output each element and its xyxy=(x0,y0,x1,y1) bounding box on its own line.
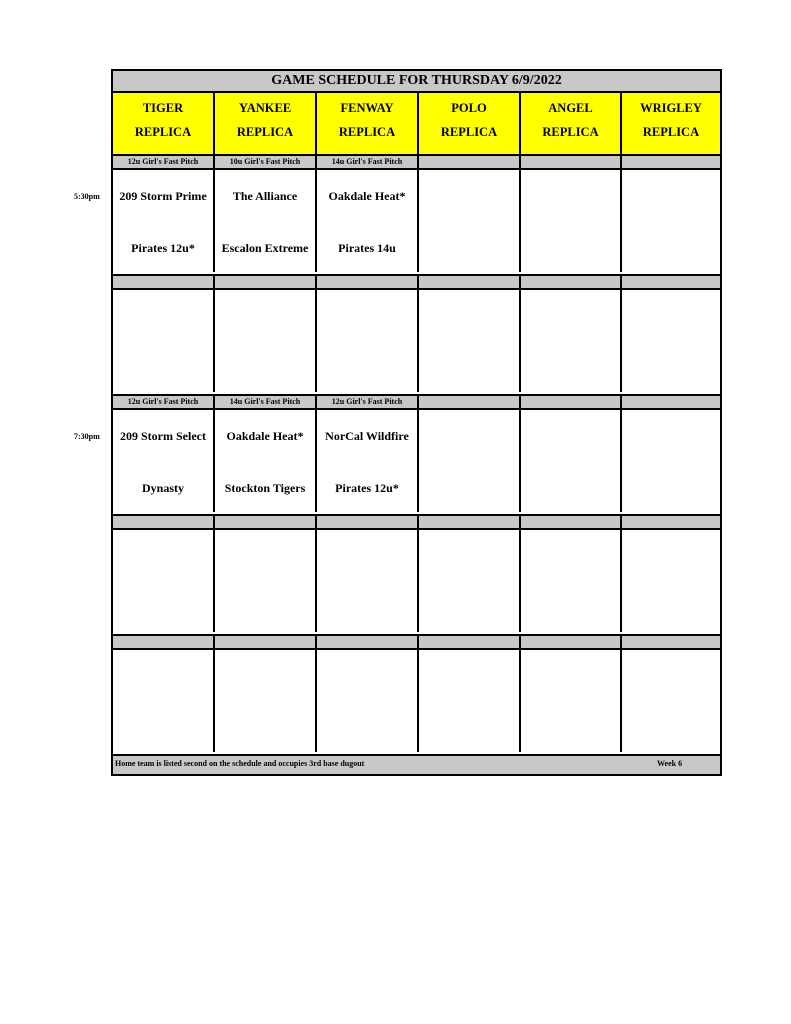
away-team: NorCal Wildfire xyxy=(325,429,409,443)
field-type: REPLICA xyxy=(440,125,498,139)
field-type: REPLICA xyxy=(134,125,192,139)
division-label xyxy=(622,156,720,168)
division-label: 14u Girl's Fast Pitch xyxy=(215,396,317,408)
division-label xyxy=(622,636,720,648)
division-label xyxy=(521,396,622,408)
division-label xyxy=(419,156,521,168)
field-type: REPLICA xyxy=(642,125,700,139)
schedule-table xyxy=(111,69,722,776)
game-cell xyxy=(622,530,720,632)
game-cell xyxy=(113,290,215,392)
week-label: Week 6 xyxy=(657,759,683,768)
field-header-yankee xyxy=(215,93,317,154)
home-team: Stockton Tigers xyxy=(224,481,306,495)
division-label xyxy=(419,516,521,528)
game-cell xyxy=(317,530,419,632)
time-slot-label: 5:30pm xyxy=(74,192,100,201)
away-team: 209 Storm Prime xyxy=(119,189,207,203)
division-label: 12u Girl's Fast Pitch xyxy=(113,156,215,168)
field-name: ANGEL xyxy=(548,101,593,115)
field-name: POLO xyxy=(451,101,487,115)
game-cell xyxy=(113,530,215,632)
division-label: 12u Girl's Fast Pitch xyxy=(113,396,215,408)
game-cell xyxy=(622,410,720,512)
home-team-note: Home team is listed second on the schedule and occupies 3rd base dugout xyxy=(115,759,365,768)
field-header-fenway xyxy=(317,93,419,154)
field-type: REPLICA xyxy=(236,125,294,139)
game-cell xyxy=(521,650,622,752)
game-cell xyxy=(521,410,622,512)
time-slot-label: 7:30pm xyxy=(74,432,100,441)
game-cell xyxy=(419,650,521,752)
field-name: WRIGLEY xyxy=(640,101,702,115)
division-label xyxy=(317,276,419,288)
division-label xyxy=(215,636,317,648)
division-label xyxy=(317,516,419,528)
division-label: 12u Girl's Fast Pitch xyxy=(317,396,419,408)
game-cell xyxy=(521,170,622,272)
home-team: Dynasty xyxy=(141,481,184,495)
field-header-polo xyxy=(419,93,521,154)
division-label: 14u Girl's Fast Pitch xyxy=(317,156,419,168)
division-label xyxy=(521,156,622,168)
game-cell xyxy=(215,650,317,752)
field-name: TIGER xyxy=(142,101,184,115)
division-label xyxy=(113,636,215,648)
game-cell xyxy=(521,530,622,632)
game-cell xyxy=(317,170,419,272)
game-cell xyxy=(419,290,521,392)
division-label xyxy=(215,516,317,528)
field-name: YANKEE xyxy=(238,101,292,115)
division-label xyxy=(419,636,521,648)
game-cell xyxy=(317,650,419,752)
game-cell xyxy=(113,410,215,512)
game-cell xyxy=(622,290,720,392)
field-header-wrigley xyxy=(622,93,720,154)
field-name: FENWAY xyxy=(340,101,394,115)
game-cell xyxy=(317,410,419,512)
division-label xyxy=(622,396,720,408)
home-team: Pirates 14u xyxy=(338,241,396,255)
division-label xyxy=(113,516,215,528)
game-cell xyxy=(622,650,720,752)
game-cell xyxy=(215,530,317,632)
away-team: Oakdale Heat* xyxy=(328,189,406,203)
schedule-footer xyxy=(113,754,720,774)
game-cell xyxy=(622,170,720,272)
away-team: 209 Storm Select xyxy=(120,429,206,443)
home-team: Pirates 12u* xyxy=(335,481,399,495)
home-team: Escalon Extreme xyxy=(221,241,309,255)
division-label xyxy=(215,276,317,288)
game-cell xyxy=(317,290,419,392)
division-label xyxy=(317,636,419,648)
game-cell xyxy=(521,290,622,392)
game-cell xyxy=(113,170,215,272)
division-label xyxy=(622,276,720,288)
game-cell xyxy=(113,650,215,752)
away-team: Oakdale Heat* xyxy=(226,429,304,443)
game-cell xyxy=(419,530,521,632)
game-cell xyxy=(215,410,317,512)
field-type: REPLICA xyxy=(542,125,599,139)
field-header-angel xyxy=(521,93,622,154)
schedule-title: GAME SCHEDULE FOR THURSDAY 6/9/2022 xyxy=(113,71,720,93)
game-cell xyxy=(215,170,317,272)
game-cell xyxy=(419,410,521,512)
division-label xyxy=(113,276,215,288)
row-divider xyxy=(113,754,720,756)
division-label xyxy=(419,276,521,288)
field-type: REPLICA xyxy=(338,125,396,139)
division-label xyxy=(521,516,622,528)
game-cell xyxy=(419,170,521,272)
division-label: 10u Girl's Fast Pitch xyxy=(215,156,317,168)
division-label xyxy=(622,516,720,528)
field-header-tiger xyxy=(113,93,215,154)
division-label xyxy=(521,636,622,648)
division-label xyxy=(521,276,622,288)
away-team: The Alliance xyxy=(232,189,298,203)
home-team: Pirates 12u* xyxy=(131,241,195,255)
division-label xyxy=(419,396,521,408)
game-cell xyxy=(215,290,317,392)
